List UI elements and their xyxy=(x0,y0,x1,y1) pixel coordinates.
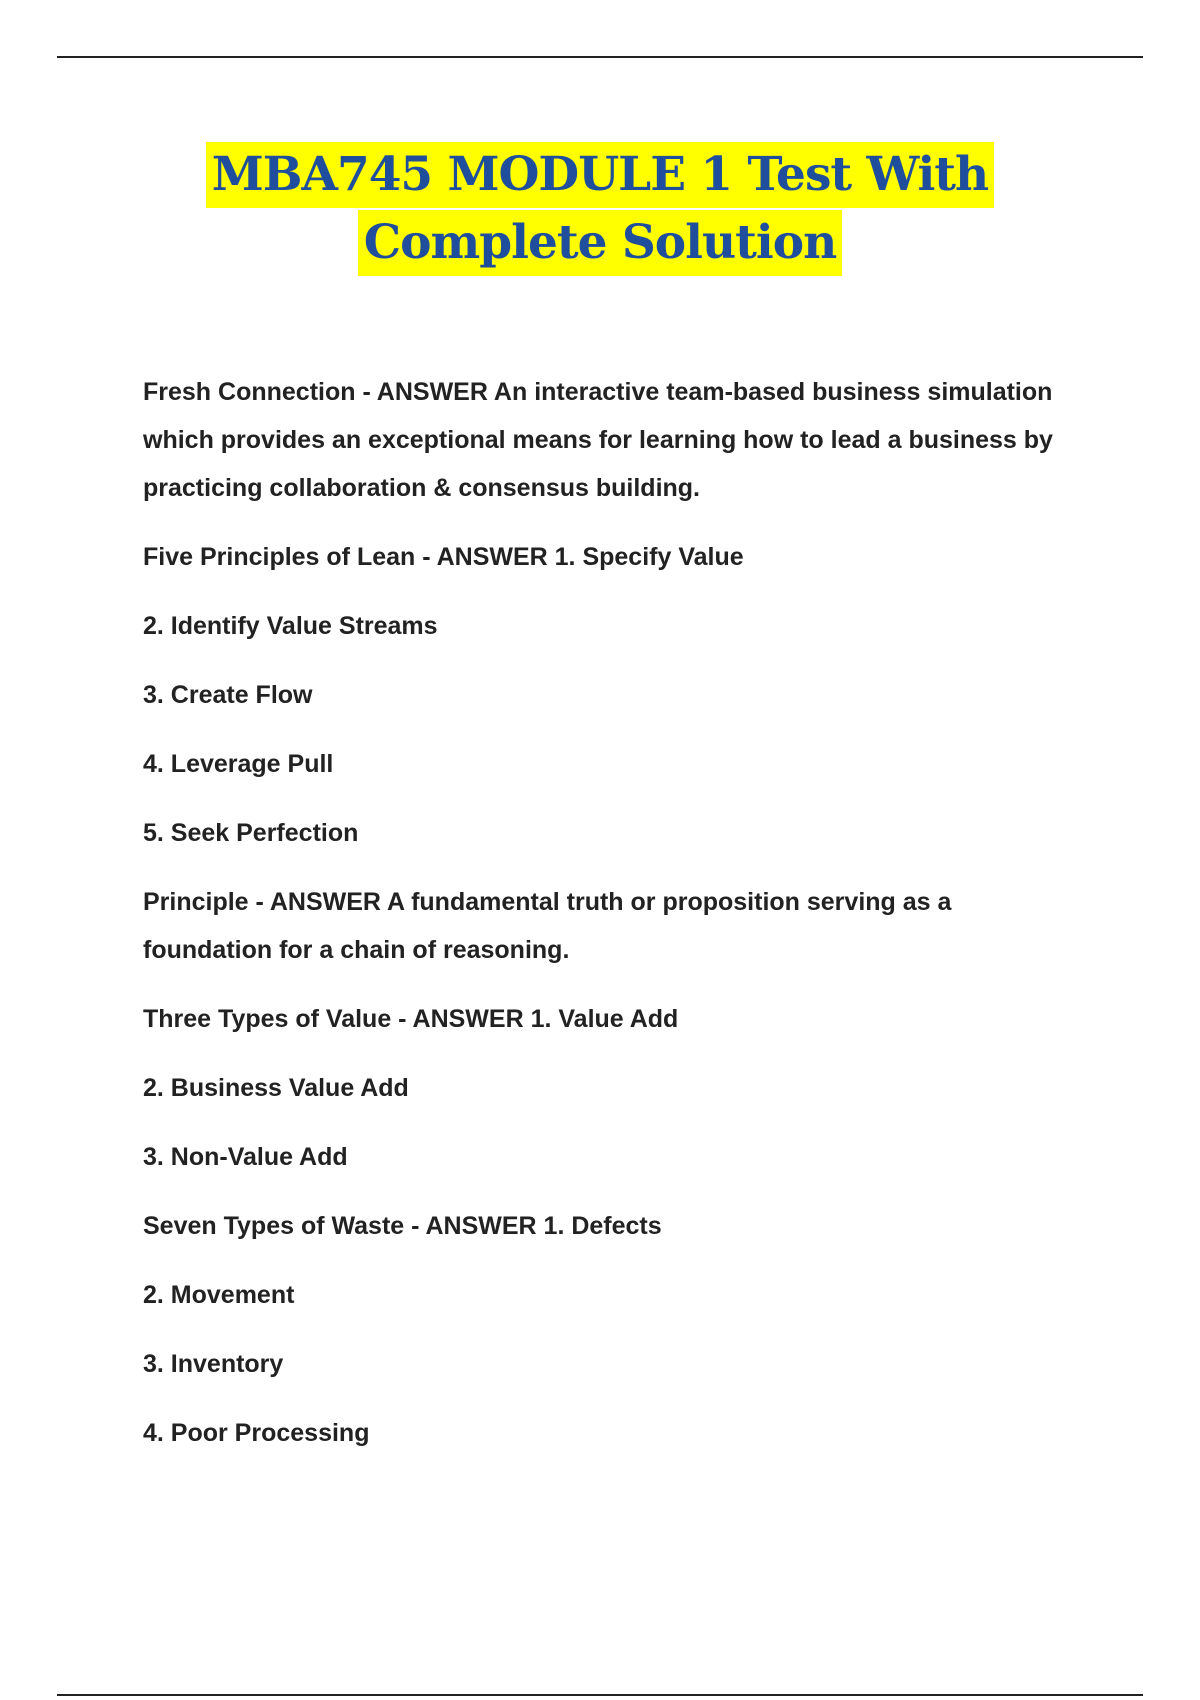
entry-seven-types-of-waste: Seven Types of Waste - ANSWER 1. Defects xyxy=(143,1212,662,1240)
entry-principle: Principle - ANSWER A fundamental truth or proposition serving as a foundation for a chain of reasoning. xyxy=(143,888,952,964)
header-rule xyxy=(57,56,1143,58)
list-item: 2. Business Value Add xyxy=(143,1074,409,1102)
list-item: 2. Movement xyxy=(143,1281,295,1309)
title-line-1: MBA745 MODULE 1 Test With xyxy=(206,142,994,208)
document-body xyxy=(143,368,1083,1478)
entry-three-types-of-value: Three Types of Value - ANSWER 1. Value Add xyxy=(143,1005,679,1033)
list-item: 4. Leverage Pull xyxy=(143,750,334,778)
list-item: 2. Identify Value Streams xyxy=(143,612,438,640)
list-item: 5. Seek Perfection xyxy=(143,819,359,847)
entry-fresh-connection: Fresh Connection - ANSWER An interactive team-based business simulation which provides an exceptional means for learning how to lead a business by practicing collaboration & consensus building. xyxy=(143,378,1053,502)
list-item: 3. Non-Value Add xyxy=(143,1143,348,1171)
list-item: 4. Poor Processing xyxy=(143,1419,370,1447)
title-line-2: Complete Solution xyxy=(358,210,842,276)
document-title xyxy=(0,142,1200,276)
list-item: 3. Inventory xyxy=(143,1350,284,1378)
entry-five-principles: Five Principles of Lean - ANSWER 1. Specify Value xyxy=(143,543,744,571)
footer-rule xyxy=(57,1694,1143,1696)
list-item: 3. Create Flow xyxy=(143,681,313,709)
